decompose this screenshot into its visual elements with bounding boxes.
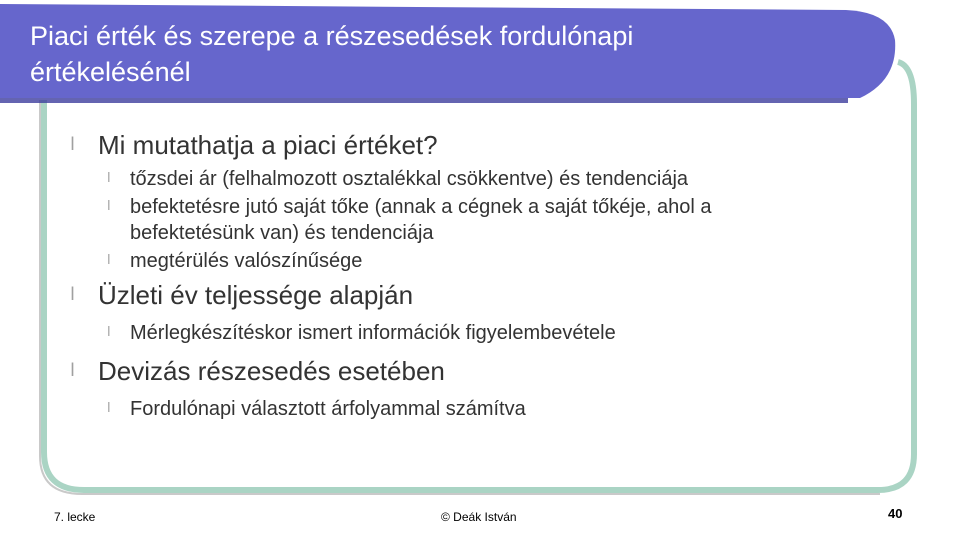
- sub-bullet-text: tőzsdei ár (felhalmozott osztalékkal csökkentve) és tendenciája: [130, 168, 689, 190]
- sub-bullet-text-line-2: befektetésünk van) és tendenciája: [130, 222, 434, 244]
- sub-bullet-list: [70, 396, 870, 422]
- bullet-item: [70, 278, 870, 312]
- footer-lecture: 7. lecke: [54, 510, 96, 524]
- sub-bullet-text: Mérlegkészítéskor ismert információk figyelembevétele: [130, 322, 616, 344]
- sub-bullet-icon: l: [107, 325, 111, 340]
- sub-bullet-list: [70, 320, 870, 346]
- slide-title: [30, 18, 870, 90]
- sub-bullet-icon: l: [107, 253, 111, 268]
- bullet-item: [70, 128, 870, 162]
- page-number: 40: [888, 506, 903, 521]
- bullet-list: [70, 128, 870, 424]
- sub-bullet-text: megtérülés valószínűsége: [130, 250, 363, 272]
- sub-bullet-icon: l: [107, 171, 111, 186]
- footer-author: © Deák István: [441, 510, 517, 524]
- sub-bullet-icon: l: [107, 199, 111, 214]
- sub-bullet-item: [70, 320, 870, 346]
- slide-title-line-1: Piaci érték és szerepe a részesedések fordulónapi: [30, 21, 634, 51]
- sub-bullet-icon: l: [107, 401, 111, 416]
- bullet-icon: l: [70, 284, 76, 305]
- sub-bullet-text-line-1: befektetésre jutó saját tőke (annak a cégnek a saját tőkéje, ahol a: [130, 196, 712, 218]
- bullet-text: Mi mutathatja a piaci értéket?: [98, 130, 438, 160]
- bullet-item: [70, 354, 870, 388]
- title-underline: [0, 98, 848, 103]
- bullet-text: Üzleti év teljessége alapján: [98, 280, 414, 310]
- sub-bullet-item: [70, 396, 870, 422]
- bullet-text: Devizás részesedés esetében: [98, 356, 445, 386]
- sub-bullet-text: Fordulónapi választott árfolyammal számítva: [130, 398, 526, 420]
- sub-bullet-item: [70, 248, 870, 274]
- sub-bullet-item: [70, 166, 870, 192]
- sub-bullet-list: [70, 166, 870, 274]
- sub-bullet-item: [70, 194, 870, 246]
- bullet-icon: l: [70, 360, 76, 381]
- slide-title-line-2: értékelésénél: [30, 57, 191, 87]
- bullet-icon: l: [70, 134, 76, 155]
